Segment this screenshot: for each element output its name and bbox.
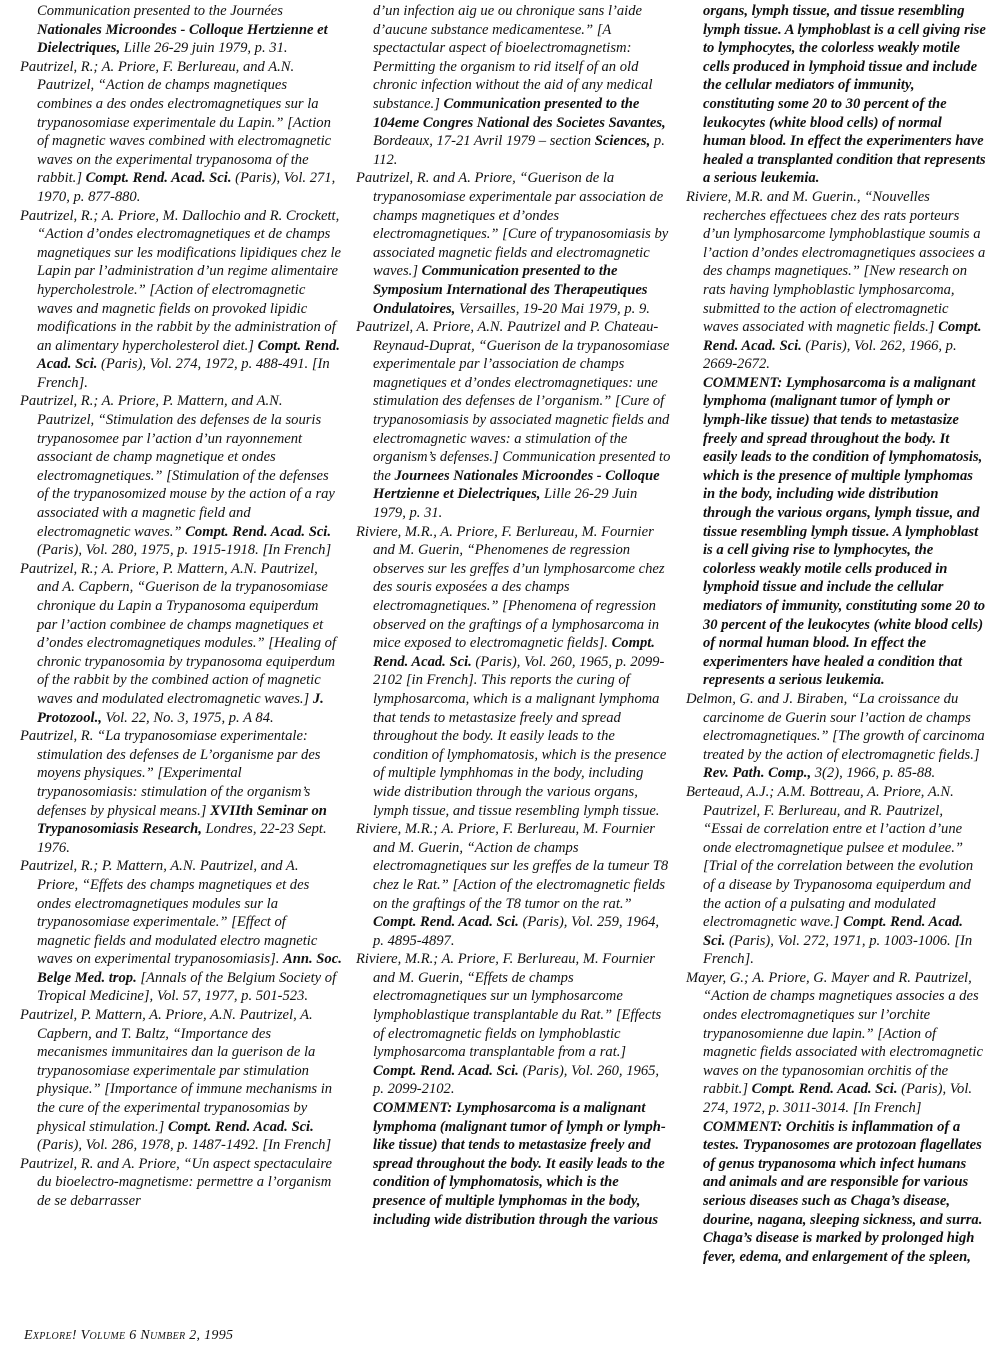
citation-tail: (Paris), Vol. 274, 1972, p. 3011-3014. [In French] xyxy=(703,1081,973,1117)
citation-tail: (Paris), Vol. 271, 1970, p. 877-880. xyxy=(37,170,336,205)
comment-text: COMMENT: Lymphosarcoma is a malignant lymphoma (malignant tumor of lymph or lymph-like tissue) that tends to metastasize freely and spread throughout the body. It easily leads to the condition of lymphomatosis, which is the presence of multiple lymphomas in the body, including wide distribution through the various organs, lymph tissue, and tissue resembling lymph tissue. A lymphoblast is a cell giving rise to lymphocytes, the colorless weakly motile cells produced in lymphoid tissue and include the cellular mediators of immunity, constituting some 20 to 30 percent of the leukocytes (white blood cells) of normal human blood. In effect the experimenters have healed a condition that represents a serious leukemia. xyxy=(703,374,986,689)
citation-bold: Communication presented to the 104eme Congres National des Societes Savantes, xyxy=(373,95,666,131)
column-1 xyxy=(20,2,342,1211)
citation-bold: Compt. Rend. Acad. Sci. xyxy=(373,914,519,931)
entry-text: Pautrizel, R.; A. Priore, P. Mattern, A.N. Pautrizel, and A. Capbern, “Guerison de la trypanosomiase chronique du Lapin a Trypanosoma equiperdum par l’action combinee de champs magnetiques et d’ondes electromagnetiques modules.” [Healing of chronic trypanosomia by trypanosoma equiperdum of the rabbit by the combined action of magnetic waves and modulated electromagnetic waves.] xyxy=(20,560,336,707)
entry-continuation xyxy=(356,2,672,169)
citation-tail: Lille 26-29 Juin 1979, p. 31. xyxy=(373,486,638,522)
reference-entry xyxy=(686,783,986,969)
citation-tail: Versailles, 19-20 Mai 1979, p. 9. xyxy=(455,300,650,317)
citation-tail: [Annals of the Belgium Society of Tropical Medicine], Vol. 57, 1977, p. 501-523. xyxy=(37,969,337,1005)
entry-text: Riviere, M.R.; A. Priore, F. Berlureau, M. Fournier and M. Guerin, “Action de champs electromagnetiques sur les greffes de la tumeur T8 chez le Rat.” [Action of the electromagnetic fields on the graftings of the T8 tumor on the rat.” xyxy=(356,821,669,912)
entry-text: Mayer, G.; A. Priore, G. Mayer and R. Pautrizel, “Action de champs magnetiques associes a des ondes electromagnetiques sur l’orchite trypanosomienne due lapin.” [Action of magnetic fields associated with electromagnetic waves on the typanosomian orchitis of the rabbit.] xyxy=(686,969,983,1098)
reference-entry xyxy=(20,207,342,393)
citation-bold: Compt. Rend. Acad. Sci. xyxy=(703,319,982,354)
comment-text: COMMENT: Lymphosarcoma is a malignant lymphoma (malignant tumor of lymph or lymph-like tissue) that tends to metastasize freely and spread throughout the body. It easily leads to the condition of lymphomatosis, which is the presence of multiple lymphomas in the body, including wide distribution through the various xyxy=(373,1100,666,1228)
entry-text: Riviere, M.R. and M. Guerin., “Nouvelles recherches effectuees chez des rats porteurs d’un lymphosarcome lymphoblastique soumis a l’action d’ondes electromagnetiques associees a des champs magnetiques.” [New research on rats having lymphoblastic lymphosarcoma, submitted to the action of electromagnetic waves associated with magnetic fields.] xyxy=(686,188,986,336)
citation-bold: Sciences, xyxy=(594,133,651,150)
entry-text: Pautrizel, R.; A. Priore, M. Dallochio and R. Crockett, “Action d’ondes electromagnetiques et de champs magnetiques sur les modifications lipidiques chez le Lapin par l’administration d’un regime alimentaire hypercholestrole.” [Action of electromagnetic waves and magnetic fields on provoked lipidic modifications in the rabbit by the administration of an alimentary hypercholesterol diet.] xyxy=(20,207,342,354)
entry-text: Pautrizel, R.; P. Mattern, A.N. Pautrizel, and A. Priore, “Effets des champs magnetiques et des ondes electromagnetiques modules sur la trypanosomiase experimentale.” [Effect of magnetic fields and modulated electro magnetic waves on experimental trypanosomiasis]. xyxy=(20,858,318,968)
entry-text: Pautrizel, R. and A. Priore, “Guerison de la trypanosomiase experimentale par association de champs magnetiques et d’ondes electromagnetiques.” [Cure of trypanosomiasis by associated magnetic fields and electromagnetic waves.] xyxy=(356,170,669,280)
citation-tail: (Paris), Vol. 286, 1978, p. 1487-1492. [In French] xyxy=(37,1137,332,1154)
reference-entry xyxy=(356,820,672,950)
citation-tail: (Paris), Vol. 260, 1965, p. 2099-2102 [in French]. This reports the curing of lymphosarcoma, which is a malignant lymphoma that tends to metastasize freely and spread throughout the body. It easily leads to the condition of lymphomatosis, which is the presence of multiple lymphhomas in the body, including wide distribution through the various organs, lymph tissue, and tissue resembling lymph tissue. xyxy=(373,653,667,819)
citation-tail: Vol. 22, No. 3, 1975, p. A 84. xyxy=(101,709,274,726)
citation-tail: Lille 26-29 juin 1979, p. 31. xyxy=(120,40,288,57)
citation-bold: Nationales Microondes - Colloque Hertzienne et Dielectriques, xyxy=(37,21,328,57)
entry-text: Pautrizel, A. Priore, A.N. Pautrizel and P. Chateau-Reynaud-Duprat, “Guerison de la trypanosomiase experimentale par l’association de champs magnetiques et d’ondes electromagnetiques: une stimulation des defenses de l’organism.” [Cure of trypanosomiasis by associated magnetic fields and electromagnetic waves: a stimulation of the organism’s defenses.] Communication presented to the xyxy=(356,319,671,484)
reference-entry xyxy=(20,1155,342,1211)
entry-text: d’un infection aig ue ou chronique sans l’aide d’aucune substance medicamentese.” [A spectactular aspect of bioelectromagnetism: Permitting the organism to rid itself of an old chronic infection without the aid of any medical substance.] xyxy=(373,3,653,112)
citation-bold: Ann. Soc. Belge Med. trop. xyxy=(37,951,342,986)
reference-entry xyxy=(356,169,672,318)
entry-text: Pautrizel, R.; A. Priore, P. Mattern, and A.N. Pautrizel, “Stimulation des defenses de la souris trypanosomee par l’action d’un rayonnement associant de champ magnetique et ondes electromagnetiques.” [Stimulation of the defenses of the trypanosomized mouse by the action of a ray associated with a magnetic field and electromagnetic waves.” xyxy=(20,393,335,540)
journal-name: Explore! xyxy=(24,1328,77,1343)
citation-bold: Rev. Path. Comp., xyxy=(703,765,812,782)
citation-tail: (Paris), Vol. 280, 1975, p. 1915-1918. [In French] xyxy=(37,542,332,559)
citation-bold: Compt. Rend. Acad. Sci. xyxy=(185,523,332,540)
citation-tail: p. 112. xyxy=(373,133,665,168)
citation-bold: Journees Nationales Microondes - Colloque Hertzienne et Dielectriques, xyxy=(373,467,660,503)
citation-bold: Communication presented to the Symposium International des Therapeutiques Ondulatoires, xyxy=(373,263,648,317)
comment-continuation xyxy=(686,2,986,188)
comment-block xyxy=(686,1118,986,1267)
citation-bold: Compt. Rend. Acad. Sci. xyxy=(703,914,963,949)
citation-tail: (Paris), Vol. 274, 1972, p. 488-491. [In French]. xyxy=(37,356,330,391)
reference-entry xyxy=(20,560,342,727)
citation-tail: (Paris), Vol. 262, 1966, p. 2669-2672. xyxy=(703,337,957,373)
citation-tail: Londres, 22-23 Sept. 1976. xyxy=(37,821,327,856)
entry-text: Pautrizel, R.; A. Priore, F. Berlureau, and A.N. Pautrizel, “Action de champs magnetiques combines a des ondes electromagnetiques sur la trypanosomiase experimentale du Lapin.” [Action of magnetic waves combined with electromagnetic waves on the experimental trypanosoma of the rabbit.] xyxy=(20,58,332,187)
issue-label: Number 2, 1995 xyxy=(140,1328,234,1343)
comment-text: organs, lymph tissue, and tissue resembling lymph tissue. A lymphoblast is a cell giving rise to lymphocytes, the colorless weakly motile cells produced in lymphoid tissue and include the cellular mediators of immunity, constituting some 20 to 30 percent of the leukocytes (white blood cells) of normal human blood. In effect the experimenters have healed a transplanted condition that represents a serious leukemia. xyxy=(703,3,986,187)
reference-entry xyxy=(20,392,342,559)
citation-bold: Compt. Rend. Acad. Sci. xyxy=(751,1081,898,1098)
citation-bold: Compt. Rend. Acad. Sci. xyxy=(373,1062,519,1079)
comment-block xyxy=(356,1099,672,1229)
comment-text: COMMENT: Orchitis is inflammation of a testes. Trypanosomes are protozoan flagellates of genus trypanosoma which infect humans and animals and are responsible for various serious diseases such as Chaga’s disease, dourine, nagana, sleeping sickness, and surra. Chaga’s disease is marked by prolonged high fever, edema, and enlargement of the spleen, xyxy=(703,1118,983,1265)
entry-text: Pautrizel, R. and A. Priore, “Un aspect spectaculaire du bioelectro-magnetisme: permettre a l’organism de se debarrasser xyxy=(20,1155,332,1209)
reference-entry xyxy=(356,950,672,1099)
citation-bold: Compt. Rend. Acad. Sci. xyxy=(167,1118,314,1135)
reference-entry xyxy=(20,1006,342,1155)
reference-entry xyxy=(356,523,672,821)
citation-bold: Compt. Rend. Acad. Sci. xyxy=(37,337,340,373)
citation-tail: (Paris), Vol. 260, 1965, p. 2099-2102. xyxy=(373,1062,660,1098)
entry-continuation xyxy=(20,2,342,58)
reference-entry xyxy=(20,857,342,1006)
comment-block xyxy=(686,374,986,690)
citation-tail: 3(2), 1966, p. 85-88. xyxy=(811,765,936,782)
page-footer xyxy=(24,1328,233,1344)
reference-entry xyxy=(686,188,986,374)
column-2 xyxy=(356,2,672,1229)
reference-entry xyxy=(356,318,672,523)
reference-entry xyxy=(20,727,342,857)
volume-label: Volume 6 xyxy=(80,1328,137,1343)
reference-entry xyxy=(20,58,342,207)
entry-text: Berteaud, A.J.; A.M. Bottreau, A. Priore, A.N. Pautrizel, F. Berlureau, and R. Pautrizel, “Essai de correlation entre et l’action d’une onde electromagnetique pulsee et modulee.” [Trial of the correlation between the evolution of a disease by Trypanosoma equiperdum and the action of a pulsating and modulated electromagnetic wave.] xyxy=(686,783,974,931)
citation-tail: (Paris), Vol. 259, 1964, p. 4895-4897. xyxy=(373,914,660,949)
citation-bold: Compt. Rend. Acad. Sci. xyxy=(373,635,655,670)
citation-tail: (Paris), Vol. 272, 1971, p. 1003-1006. [In French]. xyxy=(703,932,973,968)
citation-bold: XVIIth Seminar on Trypanosomiasis Research, xyxy=(37,802,327,838)
reference-entry xyxy=(686,969,986,1118)
entry-text: Pautrizel, R. “La trypanosomiase experimentale: stimulation des defenses de L’organisme par des moyens physiques.” [Experimental trypanosomiasis: stimulation of the organism’s defenses by physical means.] xyxy=(20,728,321,819)
reference-entry xyxy=(686,690,986,783)
citation-tail: Bordeaux, 17-21 Avril 1979 – section xyxy=(373,133,595,150)
citation-bold: Compt. Rend. Acad. Sci. xyxy=(85,170,232,187)
entry-text: Delmon, G. and J. Biraben, “La croissance du carcinome de Guerin sour l’action de champs electromagnetiques.” [The growth of carcinoma treated by the action of electromagnetic fields.] xyxy=(686,690,985,763)
column-3 xyxy=(686,2,986,1266)
entry-text: Pautrizel, P. Mattern, A. Priore, A.N. Pautrizel, A. Capbern, and T. Baltz, “Importance des mecanismes immunitaires dan la guerison de la trypanosomiase experimentale par stimulation physique.” [Importance of immune mechanisms in the cure of the experimental trypanosomias by physical stimulation.] xyxy=(20,1007,333,1135)
citation-bold: J. Protozool., xyxy=(37,690,324,726)
entry-text: Riviere, M.R., A. Priore, F. Berlureau, M. Fournier and M. Guerin, “Phenomenes de regression observes sur les greffes d’un lymphosarcome chez des souris exposées a des champs electromagnetiques.” [Phenomena of regression observed on the graftings of a lymphosarcoma in mice exposed to electromagnetic fields]. xyxy=(356,523,665,652)
entry-text: Communication presented to the Journées xyxy=(37,3,283,19)
entry-text: Riviere, M.R.; A. Priore, F. Berlureau, M. Fournier and M. Guerin, “Effets de champs electromagnetiques sur un lymphosarcome lymphoblastique transplantable du Rat.” [Effects of electromagnetic fields on lymphoblastic lymphosarcoma transplantable from a rat.] xyxy=(356,951,662,1061)
